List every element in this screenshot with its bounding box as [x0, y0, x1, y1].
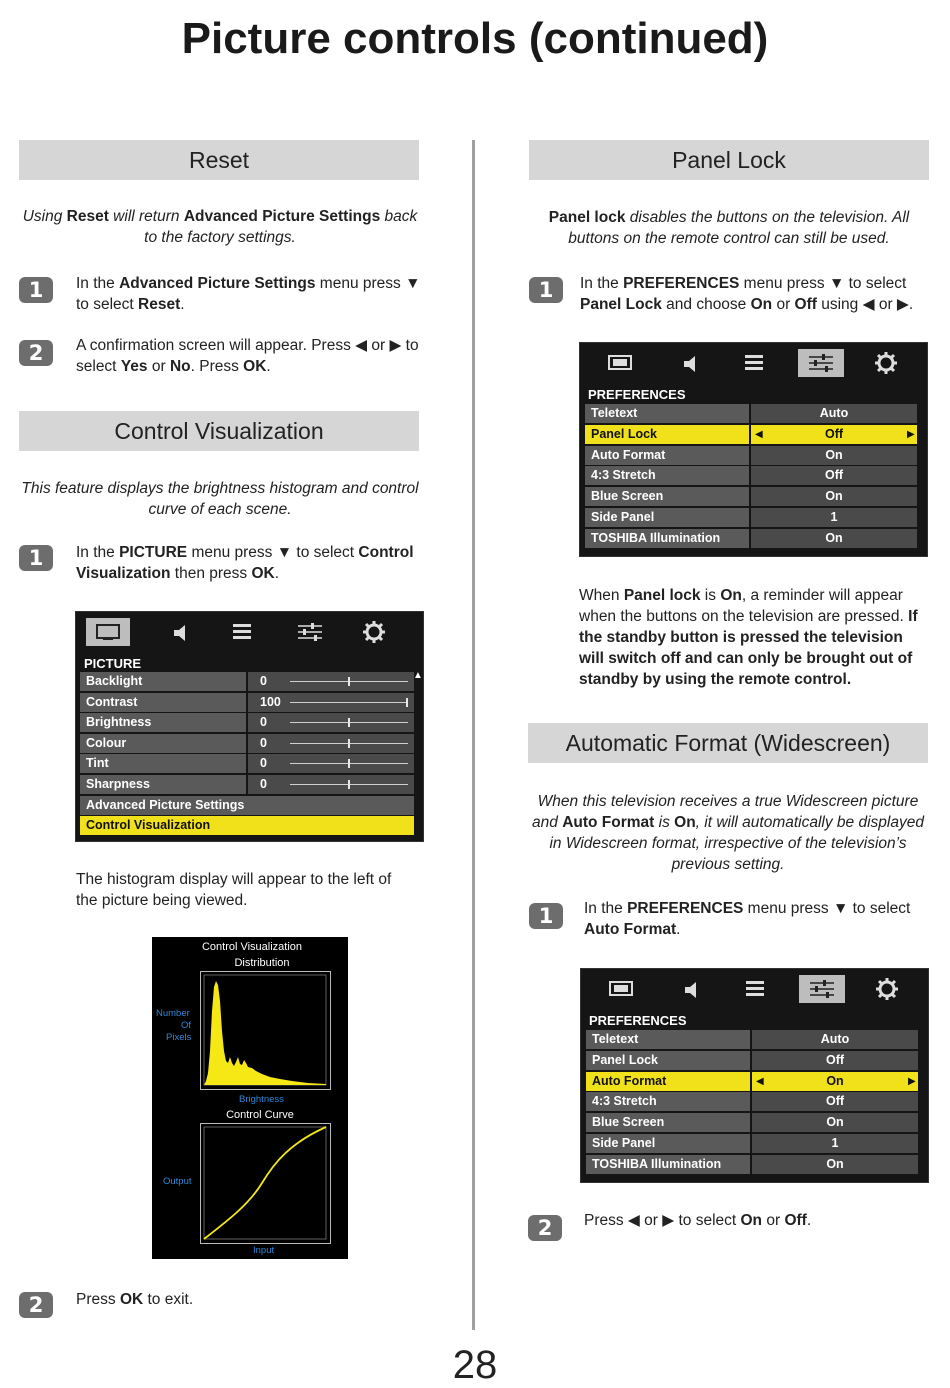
step-badge-1: 1 [529, 903, 563, 929]
picture-menu-row[interactable] [80, 713, 416, 732]
step-badge-2: 2 [19, 340, 53, 366]
sound-icon[interactable] [669, 975, 713, 1003]
page-number: 28 [452, 1343, 498, 1387]
picture-menu-row[interactable] [80, 754, 416, 773]
menu-row-value: 0 [260, 735, 267, 750]
preferences-icon[interactable] [799, 975, 845, 1003]
histogram-subtitle: Distribution [234, 957, 290, 969]
menu-row-label: 4:3 Stretch [585, 466, 749, 485]
step-badge-2: 2 [528, 1215, 562, 1241]
menu-heading: PICTURE [84, 656, 142, 671]
panel-lock-note: When Panel lock is On, a reminder will appear when the buttons on the television are pressed. If the standby button is pressed the television will switch off and can only be brought out of standby by using the remote control. [579, 587, 918, 688]
setup-icon[interactable] [733, 975, 777, 1003]
setup-icon[interactable] [220, 618, 264, 646]
preferences-menu-row[interactable] [585, 508, 917, 527]
picture-menu [75, 611, 424, 842]
control-curve-chart [200, 1123, 332, 1245]
preferences-menu-row[interactable] [585, 425, 917, 444]
menu-row-value: On [752, 1113, 918, 1132]
menu-row-label: Control Visualization [80, 816, 414, 835]
slider-knob[interactable] [348, 780, 350, 789]
control-curve-ylabel: Output [163, 1176, 192, 1187]
picture-icon[interactable] [86, 618, 130, 646]
preferences-menu-row[interactable] [585, 404, 917, 423]
menu-row-value-cell [248, 693, 414, 712]
slider-knob[interactable] [348, 759, 350, 768]
menu-row-value-cell [248, 713, 414, 732]
menu-row-label: Sharpness [80, 775, 246, 794]
menu-row-label: Colour [80, 734, 246, 753]
panel-lock-heading: Panel Lock [529, 140, 929, 180]
setup-icon[interactable] [732, 349, 776, 377]
menu-row-value: 0 [260, 777, 267, 791]
menu-row-value: 0 [260, 674, 267, 688]
menu-row-value-cell [248, 754, 414, 773]
histogram-display [152, 937, 348, 1259]
menu-row-value: Auto [752, 1030, 918, 1049]
scroll-up-arrow[interactable]: ▲ [413, 670, 423, 681]
preferences-icon[interactable] [798, 349, 844, 377]
preferences-menu-row[interactable] [586, 1030, 918, 1049]
menu-row-label: Advanced Picture Settings [80, 796, 414, 815]
right-arrow-icon[interactable]: ▶ [908, 1075, 916, 1087]
preferences-menu-row[interactable] [586, 1072, 918, 1091]
control-curve-line [204, 1127, 326, 1239]
picture-menu-row[interactable] [80, 775, 416, 794]
preferences-menu-row[interactable] [586, 1113, 918, 1132]
slider-knob[interactable] [406, 698, 408, 707]
auto-format-step-1: In the PREFERENCES menu press ▼ to select Auto Format. [584, 900, 911, 938]
menu-row-label: TOSHIBA Illumination [585, 529, 749, 548]
auto-format-step-2: Press ◀ or ▶ to select On or Off. [584, 1212, 812, 1229]
menu-row-value: On [752, 1155, 918, 1174]
preferences-menu-auto-format [580, 968, 929, 1183]
picture-menu-row[interactable] [80, 693, 416, 712]
menu-row-label: Tint [80, 754, 246, 773]
menu-tab-bar [581, 969, 928, 1011]
histogram-chart [200, 971, 332, 1091]
menu-row-value: 0 [260, 756, 267, 771]
menu-row-value: 1 [751, 508, 917, 527]
menu-row-value: Off [751, 466, 917, 485]
settings-gear-icon[interactable] [865, 975, 909, 1003]
preferences-menu-row[interactable] [585, 446, 917, 465]
preferences-menu-row[interactable] [586, 1051, 918, 1070]
control-vis-heading: Control Visualization [19, 411, 419, 451]
left-arrow-icon[interactable]: ◀ [755, 428, 763, 440]
slider-track[interactable] [290, 702, 408, 703]
menu-row-label: Side Panel [585, 508, 749, 527]
settings-gear-icon[interactable] [864, 349, 908, 377]
slider-knob[interactable] [348, 718, 350, 727]
menu-heading: PREFERENCES [588, 387, 686, 402]
picture-menu-row[interactable] [80, 672, 416, 691]
left-arrow-icon[interactable]: ◀ [756, 1075, 764, 1087]
reset-intro: Using Reset will return Advanced Picture Settings back to the factory settings. [22, 208, 418, 246]
preferences-menu-row[interactable] [585, 529, 917, 548]
menu-heading: PREFERENCES [589, 1013, 687, 1028]
page-title: Picture controls (continued) [181, 14, 769, 63]
reset-step-2: A confirmation screen will appear. Press ◀ or ▶ to select Yes or No. Press OK. [76, 337, 419, 375]
menu-row-value: On [752, 1072, 918, 1091]
menu-row-label: Backlight [80, 672, 246, 691]
menu-row-label: Auto Format [586, 1072, 750, 1091]
slider-knob[interactable] [348, 677, 350, 686]
step-badge-1: 1 [19, 545, 53, 571]
menu-row-value: Auto [751, 404, 917, 423]
menu-row-value: On [751, 446, 917, 465]
menu-row-label: Blue Screen [585, 487, 749, 506]
menu-row-label: Contrast [80, 693, 246, 712]
menu-tab-bar [580, 343, 927, 385]
slider-knob[interactable] [348, 739, 350, 748]
right-arrow-icon[interactable]: ▶ [907, 428, 915, 440]
menu-row-value: 100 [260, 694, 281, 709]
histogram-ylabel: Number [156, 1008, 190, 1019]
menu-row-value-cell [248, 775, 414, 794]
control-vis-intro: This feature displays the brightness histogram and control curve of each scene. [21, 480, 419, 518]
preferences-menu-row[interactable] [586, 1092, 918, 1111]
reset-step-1: In the Advanced Picture Settings menu press ▼ to select Reset. [76, 275, 421, 313]
picture-icon[interactable] [599, 975, 643, 1003]
histogram-ylabel: Pixels [166, 1032, 192, 1043]
menu-row-value: 1 [752, 1134, 918, 1153]
menu-row-value-cell [248, 734, 414, 753]
menu-row-label: Auto Format [585, 446, 749, 465]
menu-row-label: Side Panel [586, 1134, 750, 1153]
sound-icon[interactable] [158, 618, 202, 646]
menu-item-control-visualization[interactable] [80, 816, 414, 835]
preferences-menu-panel-lock [579, 342, 928, 557]
panel-lock-intro: Panel lock disables the buttons on the television. All buttons on the remote control can still be used. [548, 209, 910, 247]
auto-format-heading: Automatic Format (Widescreen) [528, 723, 928, 763]
menu-row-label: 4:3 Stretch [586, 1092, 750, 1111]
histogram-title: Control Visualization [201, 941, 303, 953]
step-badge-1: 1 [529, 277, 563, 303]
picture-menu-row[interactable] [80, 734, 416, 753]
menu-row-value: 0 [260, 715, 267, 730]
control-vis-step-2: Press OK to exit. [76, 1291, 194, 1308]
histogram-ylabel: Of [181, 1020, 192, 1031]
menu-row-value: Off [752, 1051, 918, 1070]
control-curve-xlabel: Input [253, 1245, 275, 1256]
preferences-menu-row[interactable] [586, 1134, 918, 1153]
menu-row-value: Off [751, 425, 917, 444]
menu-row-value-cell [248, 672, 414, 691]
reset-heading: Reset [19, 140, 419, 180]
menu-row-value: On [751, 487, 917, 506]
menu-row-value: On [751, 529, 917, 548]
control-vis-after-text: The histogram display will appear to the left of the picture being viewed. [76, 871, 392, 909]
preferences-menu-row[interactable] [585, 466, 917, 485]
histogram-xlabel: Brightness [239, 1094, 284, 1105]
preferences-menu-row[interactable] [586, 1155, 918, 1174]
control-vis-step-1: In the PICTURE menu press ▼ to select Control Visualization then press OK. [76, 544, 414, 582]
menu-row-label: Panel Lock [585, 425, 749, 444]
menu-row-label: TOSHIBA Illumination [586, 1155, 750, 1174]
column-divider [472, 140, 475, 1330]
menu-row-label: Teletext [586, 1030, 750, 1049]
menu-item-advanced-picture-settings[interactable] [80, 796, 414, 815]
sound-icon[interactable] [668, 349, 712, 377]
settings-gear-icon[interactable] [352, 618, 396, 646]
menu-tab-bar [76, 612, 423, 654]
auto-format-intro: When this television receives a true Widescreen picture and Auto Format is On, it will automatically be displayed in Widescreen format, irrespective of the television’s previous setting. [532, 793, 924, 873]
preferences-menu-row[interactable] [585, 487, 917, 506]
step-badge-2: 2 [19, 1292, 53, 1318]
histogram-fill [204, 981, 326, 1085]
picture-icon[interactable] [598, 349, 642, 377]
step-badge-1: 1 [19, 277, 53, 303]
menu-row-label: Blue Screen [586, 1113, 750, 1132]
menu-row-label: Teletext [585, 404, 749, 423]
menu-row-label: Panel Lock [586, 1051, 750, 1070]
panel-lock-step-1: In the PREFERENCES menu press ▼ to select Panel Lock and choose On or Off using ◀ or ▶. [580, 275, 914, 313]
menu-row-label: Brightness [80, 713, 246, 732]
control-curve-title: Control Curve [226, 1109, 294, 1121]
preferences-icon[interactable] [288, 618, 332, 646]
menu-row-value: Off [752, 1092, 918, 1111]
